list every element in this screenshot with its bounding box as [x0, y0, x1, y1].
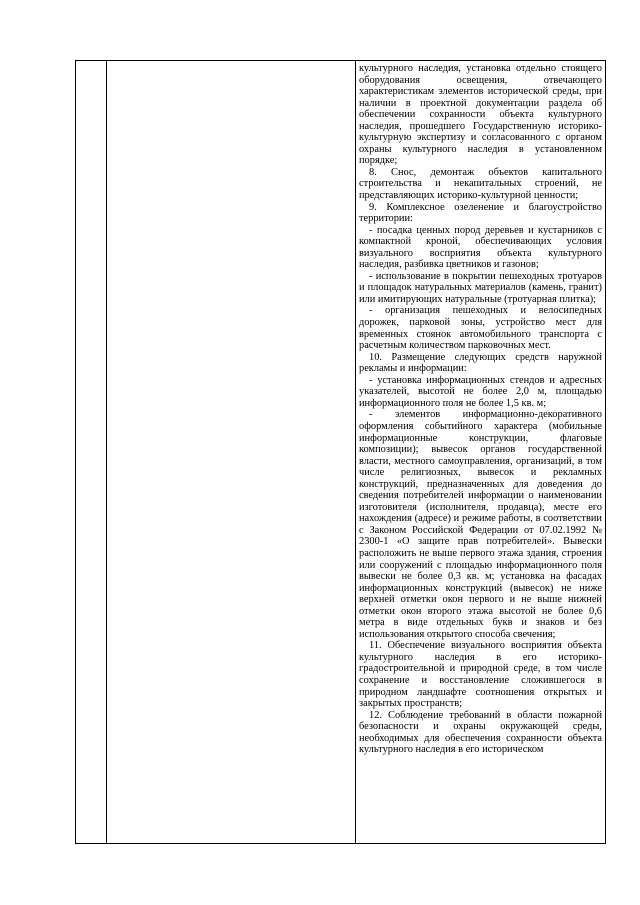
table-cell-requirements — [356, 61, 606, 844]
table-cell-name — [107, 61, 356, 844]
paragraph: 10. Размещение следующих средств наружной рекламы и информации: — [359, 351, 602, 375]
requirements-text — [356, 61, 605, 756]
paragraph: 11. Обеспечение визуального восприятия объекта культурного наследия в его историко-градостроительной и природной среде, в том числе сохранение и восстановление сложившегося в природном ландшафте соотношения открытых и закрытых пространств; — [359, 640, 602, 710]
paragraph: - элементов информационно-декоративного оформления событийного характера (мобильные информационные конструкции, флаговые композиции); вывесок органов государственной власти, местного самоуправления, организаций, в том числе религиозных, вывесок и рекламных конструкций, предназначенных для доведения до сведения потребителей информации о наименовании изготовителя (исполнителя, продавца), месте его нахождения (адресе) и режиме работы, в соответствии с Законом Российской Федерации от 07.02.1992 № 2300-1 «О защите прав потребителей». Вывески расположить не выше первого этажа здания, строения или сооружений с площадью информационного поля вывески не более 0,3 кв. м; установка на фасадах информационных конструкций (вывесок) не ниже верхней отметки окон первого и не выше нижней отметки окон второго этажа высотой не более 0,6 метра в виде отдельных букв и знаков и без использования открытого способа свечения; — [359, 409, 602, 640]
paragraph: 12. Соблюдение требований в области пожарной безопасности и охраны окружающей среды, необходимых для обеспечения сохранности объекта культурного наследия в его историческом — [359, 709, 602, 756]
table-cell-number — [76, 61, 107, 844]
paragraph: 8. Снос, демонтаж объектов капитального строительства и некапитальных строений, не представляющих историко-культурной ценности; — [359, 166, 602, 202]
paragraph: 9. Комплексное озеленение и благоустройство территории: — [359, 201, 602, 225]
paragraph: - использование в покрытии пешеходных тротуаров и площадок натуральных материалов (камень, гранит) или имитирующих натуральные (тротуарная плитка); — [359, 270, 602, 305]
paragraph: - установка информационных стендов и адресных указателей, высотой не более 2,0 м, площадью информационного поля не более 1,5 кв. м; — [359, 374, 602, 409]
paragraph: - организация пешеходных и велосипедных дорожек, парковой зоны, устройство мест для временных стоянок автомобильного транспорта с расчетным количеством парковочных мест. — [359, 305, 602, 352]
paragraph: культурного наследия, установка отдельно стоящего оборудования освещения, отвечающего характеристикам элементов исторической среды, при наличии в проектной документации раздела об обеспечении сохранности объекта культурного наследия, прошедшего Государственную историко-культурную экспертизу и согласованного с органом охраны культурного наследия в установленном порядке; — [359, 63, 602, 167]
paragraph: - посадка ценных пород деревьев и кустарников с компактной кроной, обеспечивающих условия визуального восприятия объекта культурного наследия, разбивка цветников и газонов; — [359, 224, 602, 271]
table-row — [76, 61, 606, 844]
document-table — [75, 60, 606, 844]
